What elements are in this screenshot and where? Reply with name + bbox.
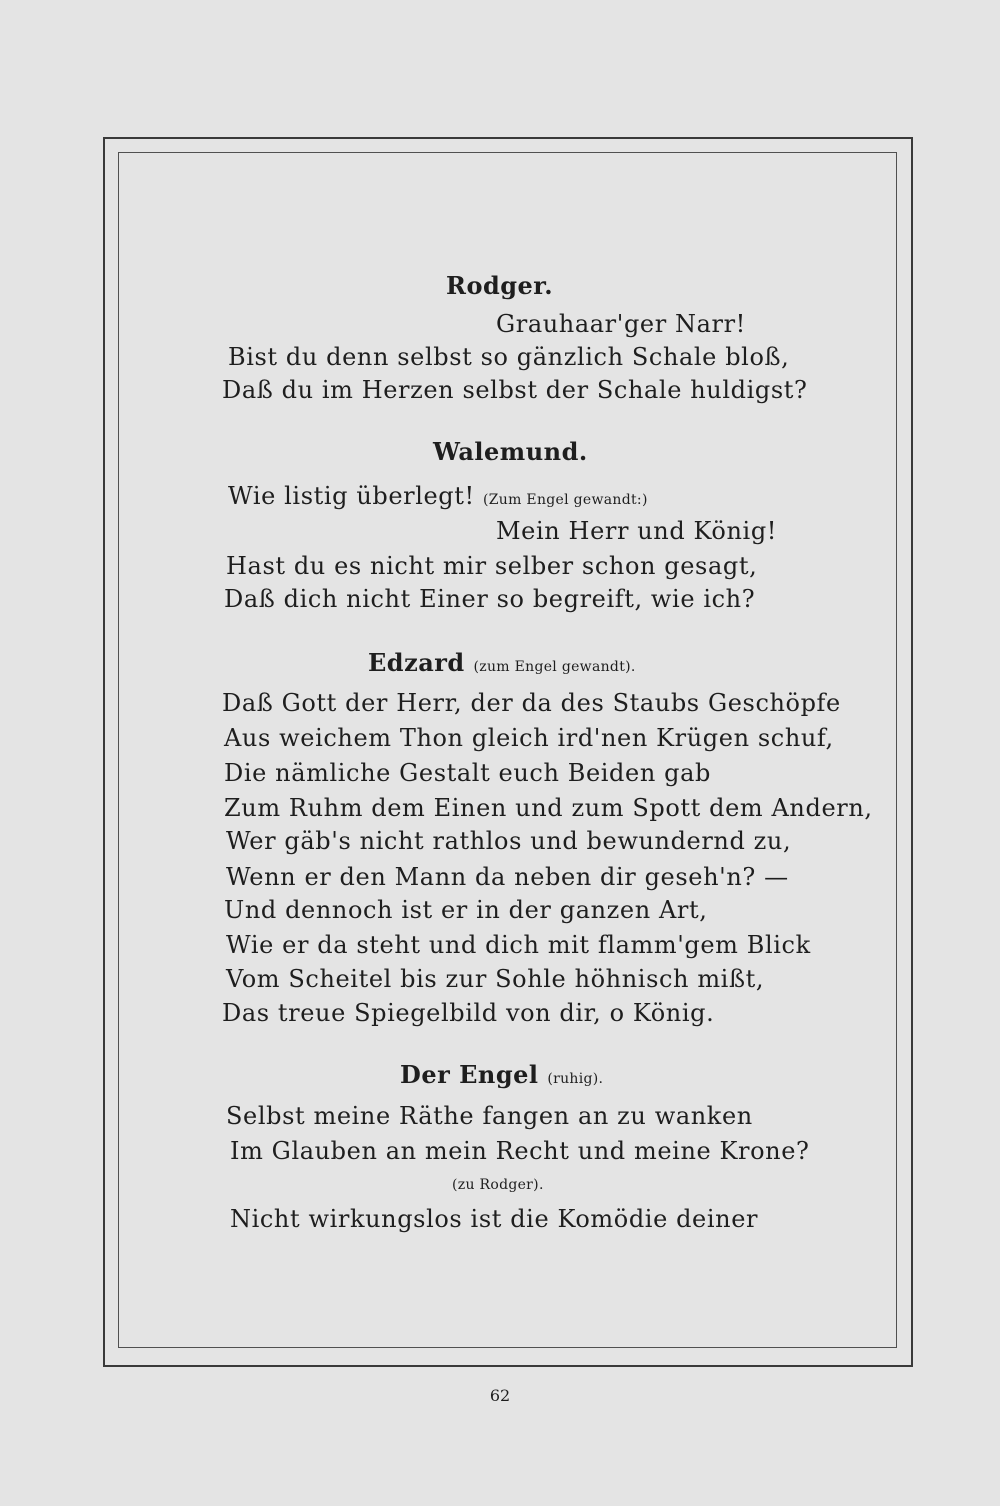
verse-line: Die nämliche Gestalt euch Beiden gab	[224, 759, 711, 787]
verse-line: Wer gäb's nicht rathlos und bewundernd zu,	[226, 827, 792, 855]
speaker-edzard	[368, 648, 636, 682]
verse-line: Grauhaar'ger Narr!	[496, 310, 746, 338]
verse-line: Bist du denn selbst so gänzlich Schale bloß,	[228, 343, 790, 371]
verse-line: Daß Gott der Herr, der da des Staubs Geschöpfe	[222, 689, 841, 717]
verse-line: Vom Scheitel bis zur Sohle höhnisch mißt,	[226, 965, 765, 993]
verse-line: Aus weichem Thon gleich ird'nen Krügen schuf,	[224, 724, 834, 752]
verse-line: Hast du es nicht mir selber schon gesagt,	[226, 552, 758, 580]
verse-line: Daß du im Herzen selbst der Schale huldigst?	[222, 376, 808, 404]
speaker-walemund: Walemund.	[433, 437, 588, 466]
verse-line: Wie er da steht und dich mit flamm'gem Blick	[226, 931, 811, 959]
speaker-engel	[400, 1060, 603, 1094]
speaker-name: Edzard	[368, 648, 465, 677]
speaker-name: Der Engel	[400, 1060, 539, 1089]
verse-text: Wie listig überlegt!	[228, 482, 475, 510]
verse-line: Im Glauben an mein Recht und meine Krone?	[230, 1137, 810, 1165]
verse-line: Mein Herr und König!	[496, 517, 778, 545]
verse-line: Das treue Spiegelbild von dir, o König.	[222, 999, 715, 1027]
stage-direction: (Zum Engel gewandt:)	[483, 492, 648, 508]
stage-direction: (zu Rodger).	[452, 1177, 544, 1193]
page-number: 62	[489, 1386, 511, 1405]
verse-line: Nicht wirkungslos ist die Komödie deiner	[230, 1205, 759, 1233]
verse-line: Selbst meine Räthe fangen an zu wanken	[226, 1102, 753, 1130]
verse-line: Wenn er den Mann da neben dir geseh'n? —	[226, 863, 789, 891]
verse-line: Daß dich nicht Einer so begreift, wie ich?	[224, 585, 756, 613]
verse-line	[228, 481, 648, 515]
verse-line: Zum Ruhm dem Einen und zum Spott dem Andern,	[224, 794, 873, 822]
stage-direction: (zum Engel gewandt).	[473, 659, 636, 675]
verse-line: Und dennoch ist er in der ganzen Art,	[224, 896, 708, 924]
stage-direction: (ruhig).	[547, 1071, 604, 1087]
speaker-rodger: Rodger.	[446, 271, 554, 300]
